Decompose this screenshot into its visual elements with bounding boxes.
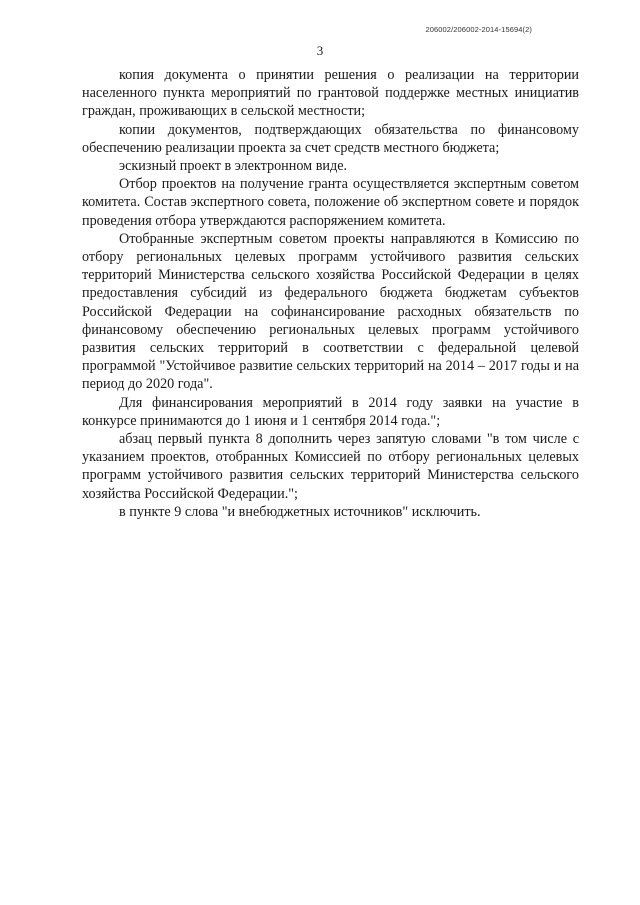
paragraph-5: Отобранные экспертным советом проекты направляются в Комиссию по отбору региональных целевых программ устойчивого развития сельских территорий Министерства сельского хозяйства Российской Федерации в целях предоставления субсидий из федерального бюджета бюджетам субъектов Российской Федерации на софинансирование расходных обязательств по финансовому обеспечению региональных целевых программ устойчивого развития сельских территорий в соответствии с федеральной целевой программой "Устойчивое развитие сельских территорий на 2014 – 2017 годы и на период до 2020 года".: [82, 230, 579, 393]
document-id: 206002/206002-2014-15694(2): [425, 25, 532, 34]
paragraph-3: эскизный проект в электронном виде.: [119, 158, 348, 175]
paragraph-7: абзац первый пункта 8 дополнить через запятую словами "в том числе с указанием проектов, отобранных Комиссией по отбору региональных целевых программ устойчивого развития сельских территорий Министерства сельского хозяйства Российской Федерации.";: [82, 431, 579, 502]
document-body: [82, 66, 579, 521]
paragraph-6: Для финансирования мероприятий в 2014 году заявки на участие в конкурсе принимаются до 1 июня и 1 сентября 2014 года.";: [82, 394, 579, 429]
paragraph-8: в пункте 9 слова "и внебюджетных источников" исключить.: [119, 503, 481, 520]
paragraph-1: копия документа о принятии решения о реализации на территории населенного пункта мероприятий по грантовой поддержке местных инициатив граждан, проживающих в сельской местности;: [82, 67, 579, 120]
paragraph-2: копии документов, подтверждающих обязательства по финансовому обеспечению реализации проекта за счет средств местного бюджета;: [82, 121, 579, 156]
page-number: 3: [316, 43, 324, 58]
paragraph-4: Отбор проектов на получение гранта осуществляется экспертным советом комитета. Состав экспертного совета, положение об экспертном совете и порядок проведения отбора утверждаются распоряжением комитета.: [82, 176, 579, 229]
